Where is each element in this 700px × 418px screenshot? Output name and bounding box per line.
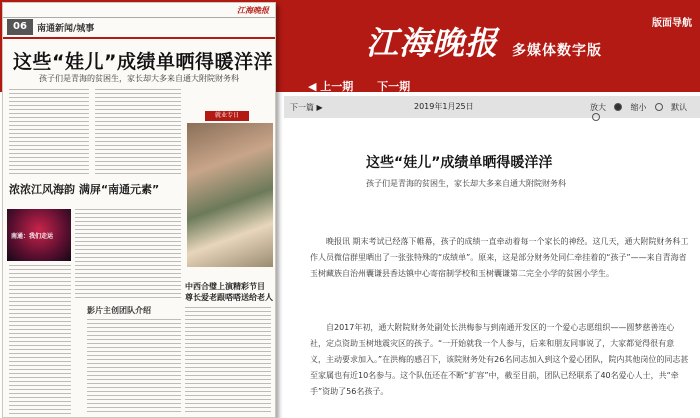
paper-headline-3[interactable]: 中西合璧上演精彩节目 尊长爱老跟嗒嗒送给老人 [185,282,273,302]
article-paragraph: 自2017年初，通大附院财务处副处长洪梅参与到南通开发区的一个爱心志愿组织——圆梦慈善连心社，定点资助玉树地震灾区的孩子。“一开始就我一个人参与，后来和朋友同事说了，大家都觉得很有意义，主动要求加入。”在洪梅的感召下，该院财务处有26名同志加入到这个爱心团队，院内其他岗位的同志甚至家属也有近10名参与。这个队伍还在不断“扩容”中，截至目前，团队已经联系了40名爱心人士，共“牵手”资助了56名孩子。 [310,323,689,396]
article-column-text[interactable] [9,265,71,415]
paper-headline[interactable]: 这些“娃儿”成绩单晒得暖洋洋 [13,51,273,73]
section-rule [3,37,275,39]
radio-selected-icon [614,103,622,111]
page-masthead [3,3,275,18]
newspaper-page-thumbnail[interactable] [2,2,276,418]
paper-headline-4[interactable]: 影片主创团队介绍 [87,306,151,315]
article-column-text[interactable] [185,307,271,415]
radio-icon [655,103,663,111]
next-article-link[interactable]: 下一篇 ▶ [290,103,323,112]
paper-subhead: 孩子们是青海的贫困生，家长却大多来自通大附院财务科 [39,74,239,83]
article-column-text[interactable] [9,89,89,177]
article-toolbar [284,96,700,118]
radio-icon [592,113,600,121]
zoom-in-option[interactable]: 放大 [590,103,622,112]
zoom-controls [590,102,700,122]
next-issue-link[interactable]: 下一期 [377,80,411,93]
issue-nav [308,78,420,94]
stage-photo[interactable] [7,209,71,261]
paper-headline-2[interactable]: 浓浓江风海韵 满屏“南通元素” [9,183,160,196]
zoom-default-option[interactable]: 默认 [590,103,693,122]
stage-photo-text: 南通：我们走运 [11,233,54,240]
article-photo[interactable] [187,112,273,267]
prev-issue-link[interactable]: ◀ 上一期 [308,80,354,93]
page-navigation-link[interactable]: 版面导航 [652,18,692,29]
photo-caption: 就业专日 [205,111,249,121]
article-title: 这些“娃儿”成绩单晒得暖洋洋 [366,155,553,171]
page-number: 06 [7,19,33,35]
article-paragraph: 晚报讯 期末考试已经落下帷幕，孩子的成绩一直牵动着每一个家长的神经。这几天，通大附院财务科工作人员微信群里晒出了一张张特殊的“成绩单”。原来，这是部分财务处同仁牵挂着的“孩子”——来自青海省玉树藏族自治州囊谦县香达镇中心寄宿制学校和玉树囊谦第二完全小学的贫困小学生。 [310,237,689,278]
site-logo: 江海晚报 [366,24,499,62]
masthead-logo: 江海晚报 [237,6,269,15]
issue-date: 2019年1月25日 [414,102,474,111]
site-tagline: 多媒体数字版 [512,43,602,59]
zoom-out-option[interactable]: 缩小 [631,103,663,112]
article-column-text[interactable] [87,319,181,415]
article-column-text[interactable] [75,209,181,299]
section-name: 南通新闻/城事 [37,24,95,34]
article-subtitle: 孩子们是青海的贫困生，家长却大多来自通大附院财务科 [366,179,566,188]
article-column-text[interactable] [95,89,181,177]
